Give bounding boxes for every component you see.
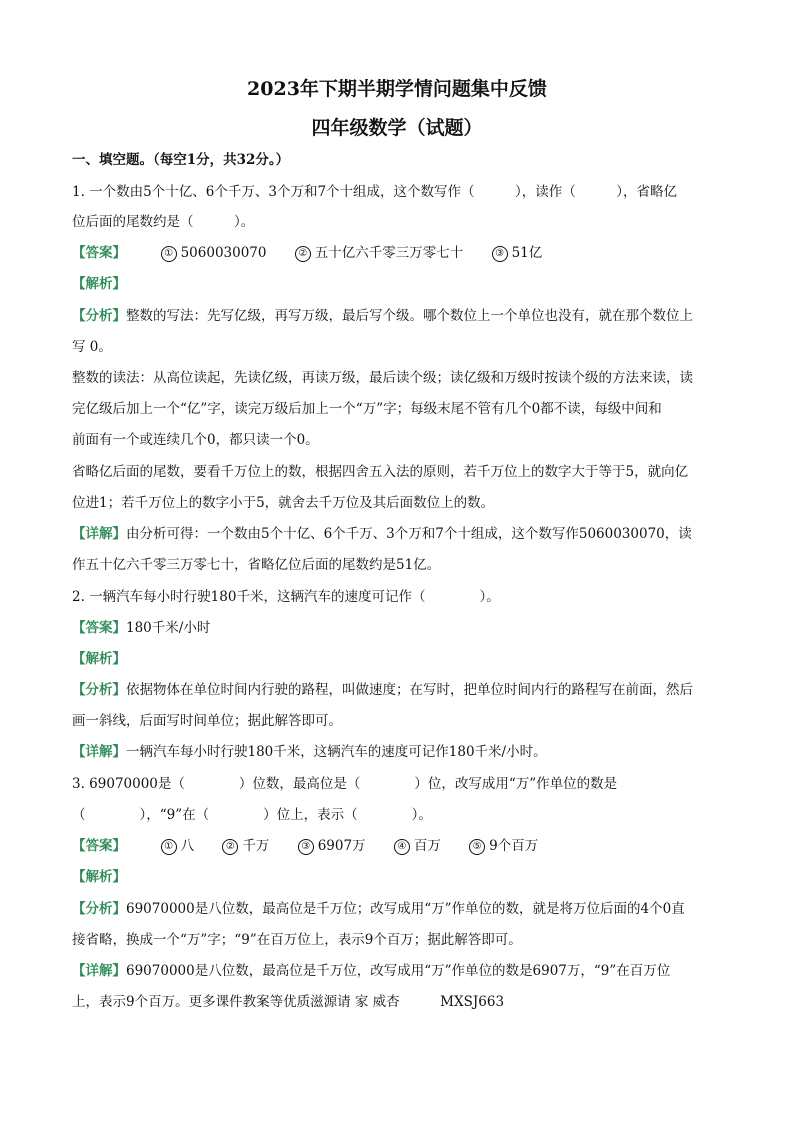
- q1-answer-3: ③ 51亿: [492, 243, 543, 263]
- q1-text-line2: 位后面的尾数约是（ ）。: [72, 214, 255, 230]
- q1-read-line3: 前面有一个或连续几个0，都只读一个0。: [72, 432, 319, 448]
- q1-omit-line1: 省略亿后面的尾数，要看千万位上的数，根据四舍五入法的原则，若千万位上的数字大于等于5，就向亿: [72, 464, 689, 480]
- page-title: 2023年下期半期学情问题集中反馈: [247, 78, 547, 100]
- q2-text: 2. 一辆汽车每小时行驶180千米，这辆汽车的速度可记作（ ）。: [72, 589, 500, 605]
- q3-answer-5: ⑤ 9个百万: [469, 836, 538, 856]
- q1-fenxi-line2: 写 0。: [72, 339, 112, 355]
- q3-answer-3: ③ 6907万: [298, 836, 366, 856]
- q1-analysis-label: 【解析】: [72, 276, 126, 292]
- q1-answer-2: ② 五十亿六千零三万零七十: [295, 243, 464, 263]
- q1-answer-row: [72, 243, 732, 263]
- q3-detail-line1: 【详解】69070000是八位数，最高位是千万位，改写成用“万”作单位的数是6907万，“9”在百万位: [72, 963, 671, 979]
- q2-fenxi-line1: 【分析】依据物体在单位时间内行驶的路程，叫做速度；在写时，把单位时间内行的路程写在前面，然后: [72, 682, 693, 698]
- q1-fenxi-line1: 【分析】整数的写法：先写亿级，再写万级，最后写个级。哪个数位上一个单位也没有，就在那个数位上: [72, 308, 693, 324]
- q3-fenxi-line2: 接省略，换成一个“万”字；“9”在百万位上，表示9个百万；据此解答即可。: [72, 932, 522, 948]
- answer-label: 【答案】: [72, 838, 126, 854]
- q3-answer-row: [72, 836, 732, 856]
- q1-detail-line2: 作五十亿六千零三万零七十，省略亿位后面的尾数约是51亿。: [72, 557, 441, 573]
- q3-detail-line2: 上，表示9个百万。更多课件教案等优质滋源请 家 威杏 MXSJ663: [72, 994, 505, 1010]
- q1-answer-1: ① 5060030070: [161, 243, 267, 263]
- circle-number-3: ③: [492, 246, 508, 262]
- q2-analysis-label: 【解析】: [72, 651, 126, 667]
- page-subtitle: 四年级数学（试题）: [311, 117, 483, 139]
- answer-label: 【答案】: [72, 245, 126, 261]
- q3-text-line1: 3. 69070000是（ ）位数，最高位是（ ）位，改写成用“万”作单位的数是: [72, 776, 618, 792]
- q1-read-line2: 完亿级后加上一个“亿”字，读完万级后加上一个“万”字；每级末尾不管有几个0都不读，每级中间和: [72, 401, 662, 417]
- q2-detail: 【详解】一辆汽车每小时行驶180千米，这辆汽车的速度可记作180千米/小时。: [72, 744, 547, 760]
- q1-detail-line1: 【详解】由分析可得：一个数由5个十亿、6个千万、3个万和7个十组成，这个数写作5060030070，读: [72, 526, 692, 542]
- q2-answer-row: 【答案】180千米/小时: [72, 620, 211, 636]
- q3-text-line2: （ ），“9”在（ ）位上，表示（ ）。: [72, 807, 432, 823]
- q2-fenxi-line2: 画一斜线，后面写时间单位；据此解答即可。: [72, 713, 342, 729]
- q3-answer-4: ④ 百万: [394, 836, 441, 856]
- section-heading: 一、填空题。（每空1分，共32分。）: [72, 152, 290, 168]
- circle-number-1: ①: [161, 246, 177, 262]
- q3-analysis-label: 【解析】: [72, 869, 126, 885]
- q3-answer-2: ② 千万: [222, 836, 269, 856]
- q3-answer-1: ① 八: [161, 836, 195, 856]
- q1-read-line1: 整数的读法：从高位读起，先读亿级，再读万级，最后读个级；读亿级和万级时按读个级的方法来读，读: [72, 370, 693, 386]
- q3-fenxi-line1: 【分析】69070000是八位数，最高位是千万位；改写成用“万”作单位的数，就是将万位后面的4个0直: [72, 901, 685, 917]
- q1-text-line1: 1. 一个数由5个十亿、6个千万、3个万和7个十组成，这个数写作（ ），读作（ ），省略亿: [72, 184, 678, 200]
- q1-omit-line2: 位进1；若千万位上的数字小于5，就舍去千万位及其后面数位上的数。: [72, 495, 495, 511]
- circle-number-2: ②: [295, 246, 311, 262]
